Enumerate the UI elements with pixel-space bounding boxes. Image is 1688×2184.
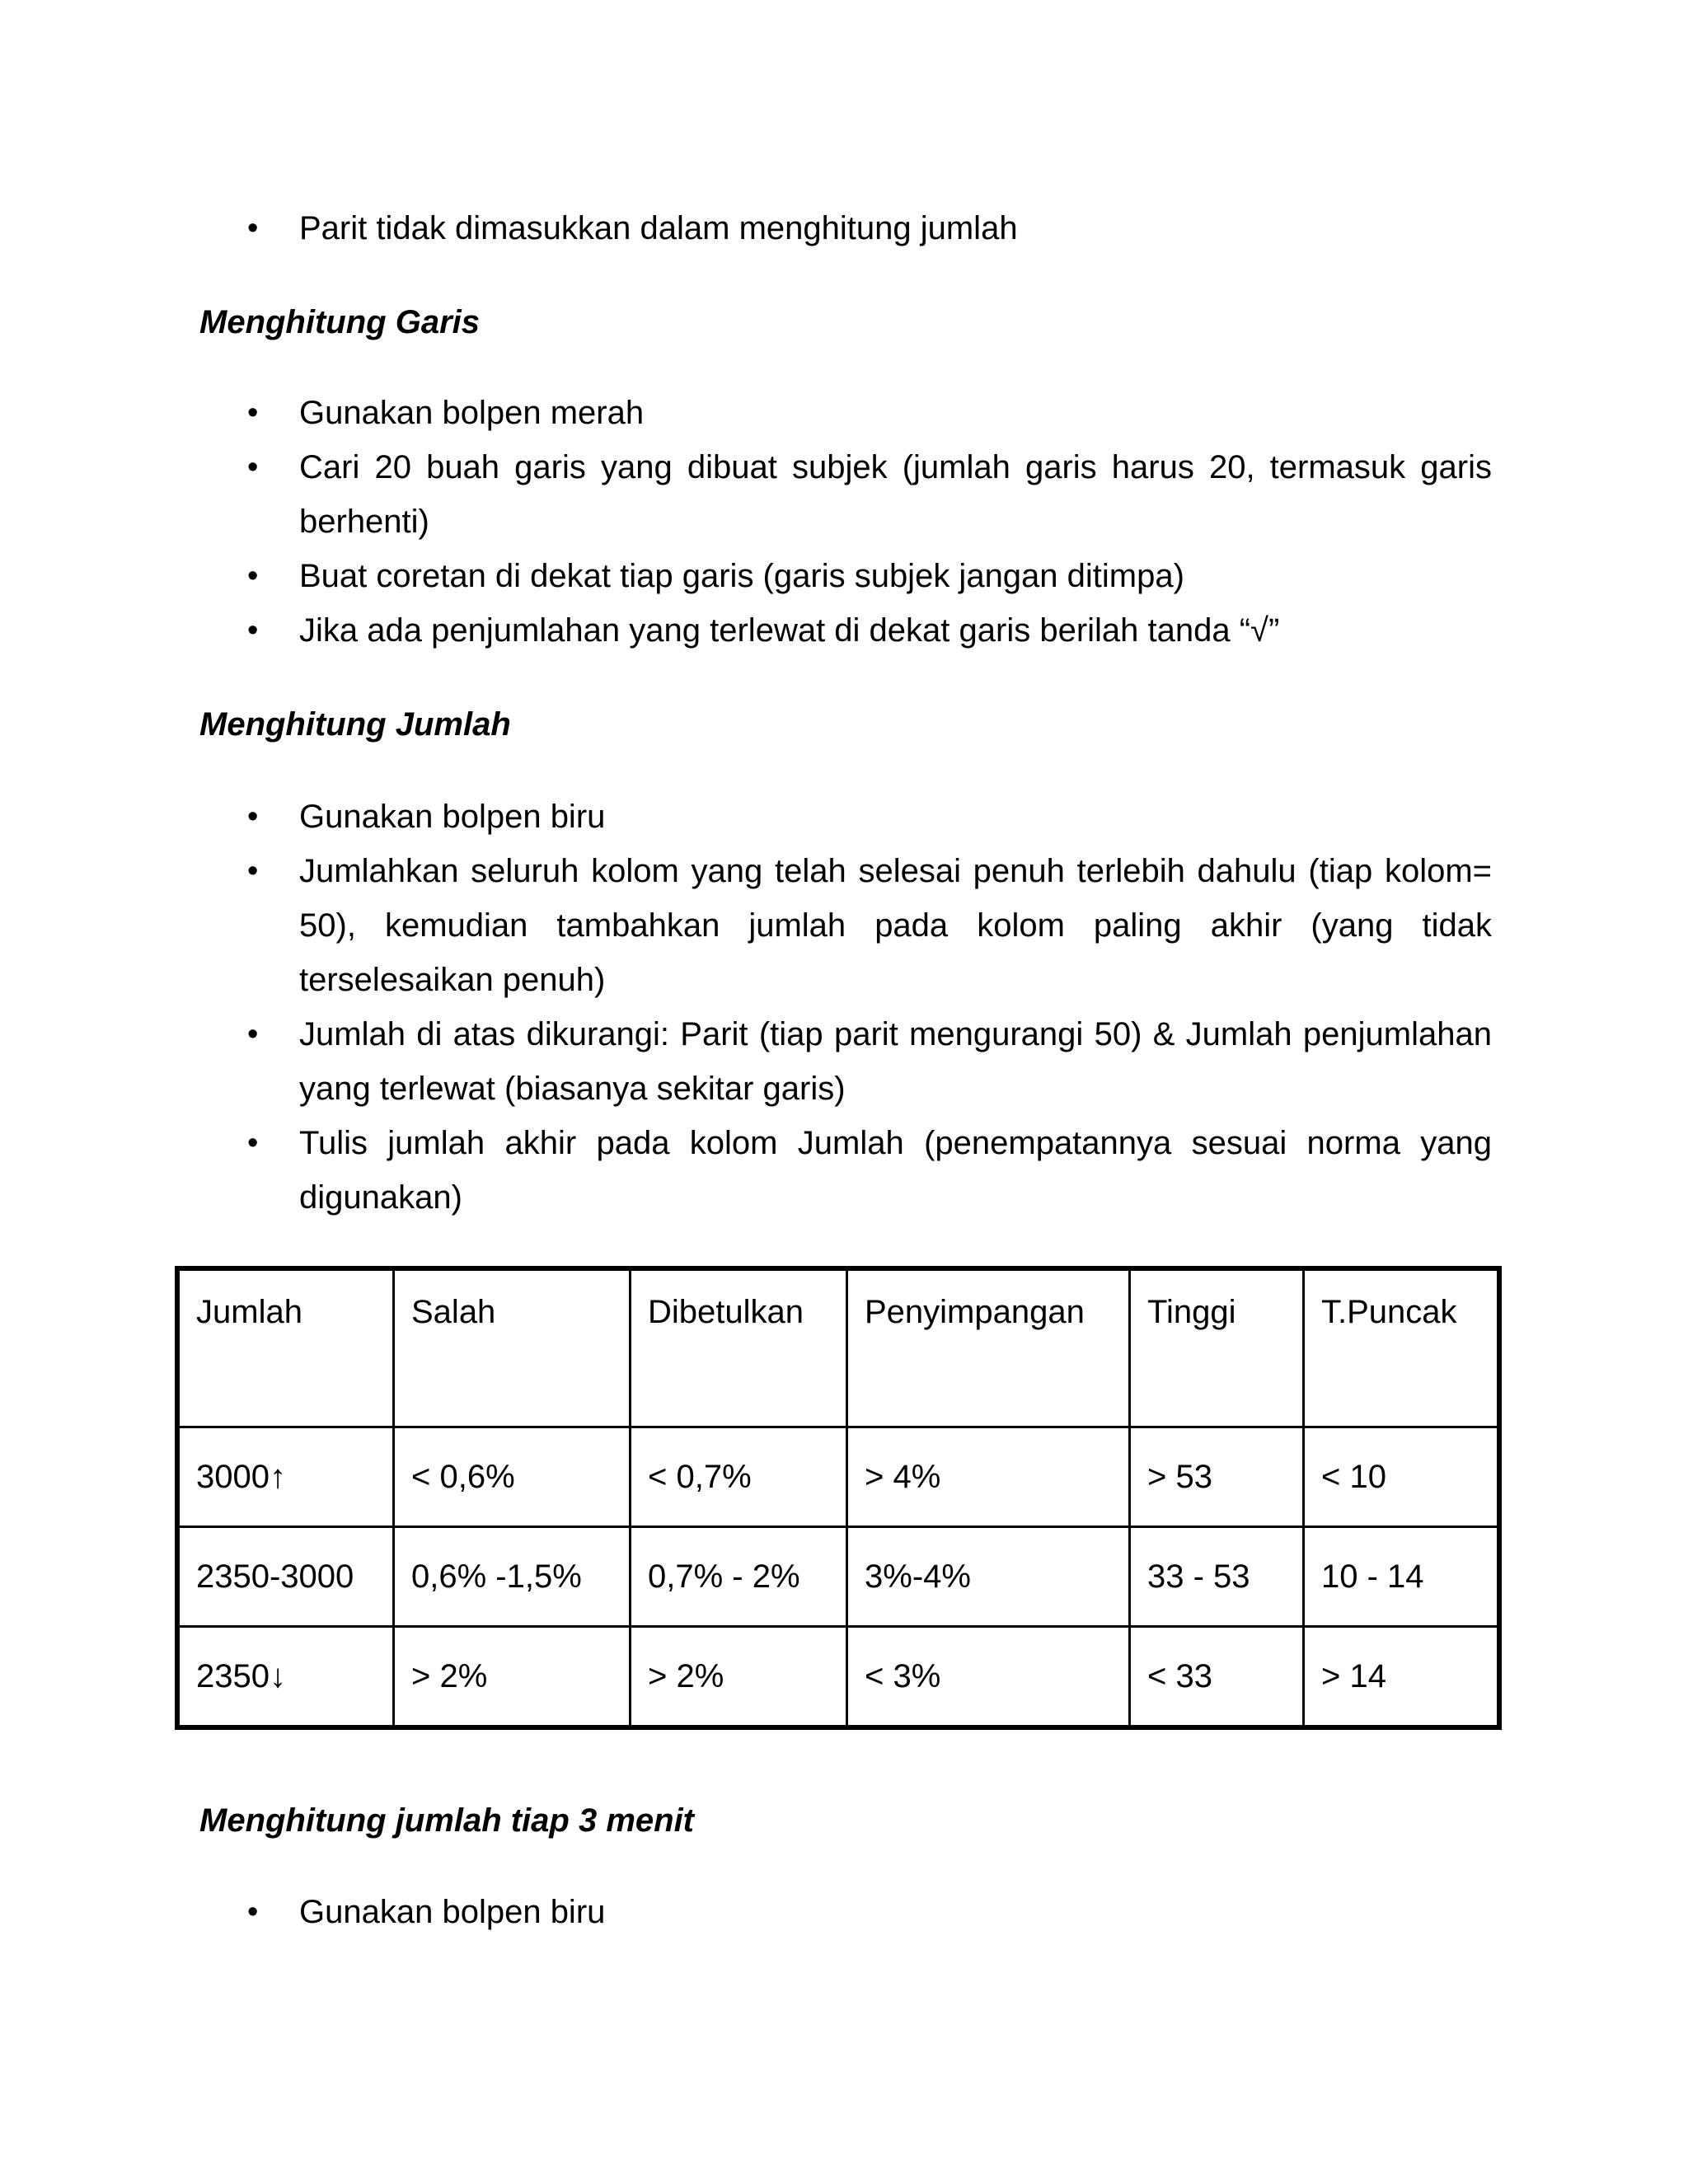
table-cell: < 10 (1304, 1427, 1500, 1527)
table-cell: 10 - 14 (1304, 1527, 1500, 1627)
list-item (0, 1007, 1492, 1116)
list-item-text: Parit tidak dimasukkan dalam menghitung jumlah (299, 210, 1018, 246)
table-cell: 33 - 53 (1130, 1527, 1304, 1627)
table-row (177, 1427, 1499, 1527)
section-heading-garis: Menghitung Garis (199, 304, 480, 340)
bullet-icon: • (247, 559, 259, 593)
list-item (0, 549, 1492, 603)
list-item (0, 790, 1492, 844)
garis-list (0, 386, 1492, 658)
list-item (0, 386, 1492, 440)
table-cell: > 2% (631, 1627, 847, 1728)
table-cell: 3%-4% (847, 1527, 1130, 1627)
list-item (0, 603, 1492, 658)
table-cell: 0,7% - 2% (631, 1527, 847, 1627)
bullet-icon: • (247, 1126, 259, 1160)
bullet-icon: • (247, 1895, 259, 1929)
norm-table (175, 1266, 1502, 1730)
table-cell: 2350-3000 (177, 1527, 394, 1627)
list-item-text: Jika ada penjumlahan yang terlewat di dekat garis berilah tanda “√” (299, 612, 1280, 649)
table-cell: > 4% (847, 1427, 1130, 1527)
table-cell: < 0,7% (631, 1427, 847, 1527)
list-item (0, 1885, 1492, 1939)
list-item-text: Gunakan bolpen biru (299, 799, 606, 835)
table-cell: < 0,6% (394, 1427, 631, 1527)
table-cell: < 3% (847, 1627, 1130, 1728)
bullet-icon: • (247, 799, 259, 834)
table-cell: > 53 (1130, 1427, 1304, 1527)
table-cell: 3000↑ (177, 1427, 394, 1527)
list-item-text: Gunakan bolpen biru (299, 1894, 606, 1930)
section-heading-jumlah: Menghitung Jumlah (199, 706, 511, 743)
bullet-icon: • (247, 450, 259, 485)
table-cell: 0,6% -1,5% (394, 1527, 631, 1627)
list-item (0, 201, 1492, 255)
bullet-icon: • (247, 211, 259, 246)
column-header-tpuncak: T.Puncak (1304, 1268, 1500, 1427)
table-row (177, 1627, 1499, 1728)
intro-list (0, 201, 1492, 255)
list-item-text: Tulis jumlah akhir pada kolom Jumlah (penempatannya sesuai norma yang digunakan) (299, 1125, 1492, 1216)
list-item (0, 844, 1492, 1007)
column-header-tinggi: Tinggi (1130, 1268, 1304, 1427)
list-item-text: Jumlah di atas dikurangi: Parit (tiap parit mengurangi 50) & Jumlah penjumlahan yang terlewat (biasanya sekitar garis) (299, 1016, 1492, 1107)
column-header-jumlah: Jumlah (177, 1268, 394, 1427)
list-item-text: Buat coretan di dekat tiap garis (garis subjek jangan ditimpa) (299, 558, 1184, 594)
bullet-icon: • (247, 854, 259, 888)
list-item-text: Cari 20 buah garis yang dibuat subjek (jumlah garis harus 20, termasuk garis berhenti) (299, 449, 1492, 540)
table-cell: > 2% (394, 1627, 631, 1728)
column-header-salah: Salah (394, 1268, 631, 1427)
list-item (0, 1116, 1492, 1225)
section-heading-tiap3: Menghitung jumlah tiap 3 menit (199, 1802, 694, 1839)
table-cell: < 33 (1130, 1627, 1304, 1728)
table-cell: > 14 (1304, 1627, 1500, 1728)
bullet-icon: • (247, 613, 259, 648)
column-header-penyimpangan: Penyimpangan (847, 1268, 1130, 1427)
bullet-icon: • (247, 396, 259, 430)
bullet-icon: • (247, 1017, 259, 1052)
table-cell: 2350↓ (177, 1627, 394, 1728)
list-item-text: Jumlahkan seluruh kolom yang telah selesai penuh terlebih dahulu (tiap kolom= 50), kemudian tambahkan jumlah pada kolom paling akhir (yang tidak terselesaikan penuh) (299, 853, 1492, 998)
list-item-text: Gunakan bolpen merah (299, 395, 645, 431)
column-header-dibetulkan: Dibetulkan (631, 1268, 847, 1427)
tiap3-list (0, 1885, 1492, 1939)
list-item (0, 440, 1492, 549)
table-header-row (177, 1268, 1499, 1427)
table-row (177, 1527, 1499, 1627)
jumlah-list (0, 790, 1492, 1225)
